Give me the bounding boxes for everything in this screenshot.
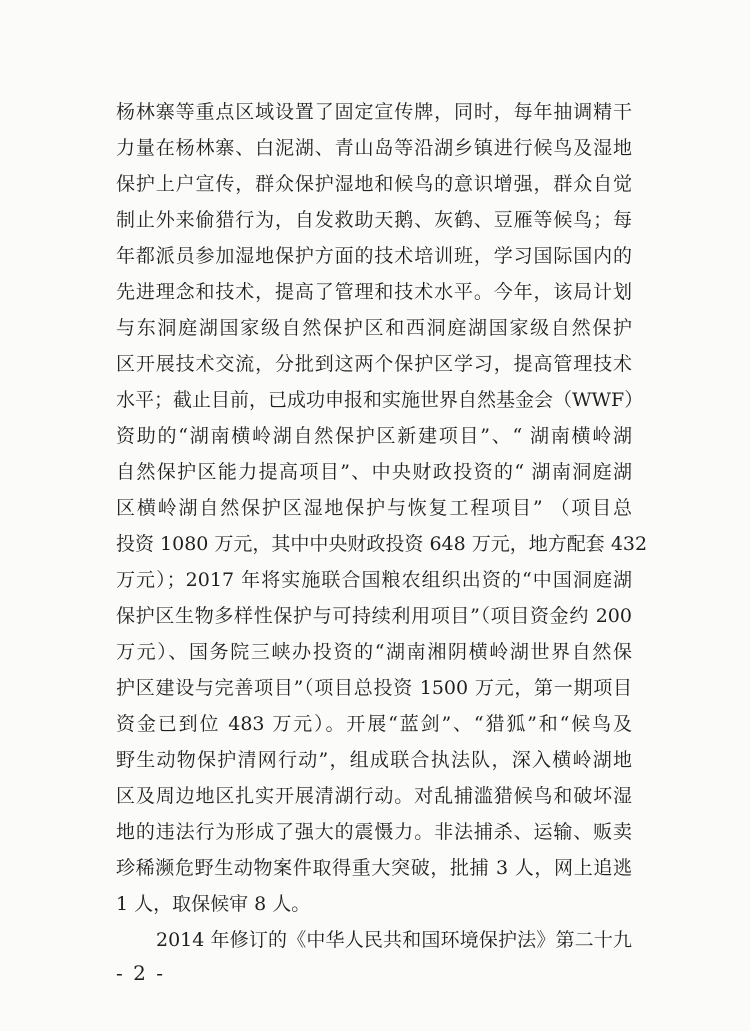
body-text-line-24: 2014 年修订的《中华人民共和国环境保护法》第二十九: [156, 929, 632, 951]
body-text-line-16: 万元）、国务院三峡办投资的“湖南湘阴横岭湖世界自然保: [116, 641, 632, 663]
page-number: - 2 -: [116, 961, 165, 985]
body-text-line-2: 力量在杨林寨、白泥湖、青山岛等沿湖乡镇进行候鸟及湿地: [116, 137, 632, 159]
body-text-line-11: 自然保护区能力提高项目”、中央财政投资的“ 湖南洞庭湖: [116, 461, 632, 483]
body-text-line-19: 野生动物保护清网行动”，组成联合执法队，深入横岭湖地: [116, 749, 632, 771]
body-text-line-15: 保护区生物多样性保护与可持续利用项目”（项目资金约 200: [116, 605, 632, 627]
body-text-line-23: 1 人，取保候审 8 人。: [116, 893, 311, 915]
body-text-line-12: 区横岭湖自然保护区湿地保护与恢复工程项目” （项目总: [116, 497, 632, 519]
body-text-line-18: 资金已到位 483 万元）。开展“蓝剑”、“猎狐”和“候鸟及: [116, 713, 632, 735]
body-text-line-17: 护区建设与完善项目”（项目总投资 1500 万元，第一期项目: [116, 677, 632, 699]
body-text-line-13: 投资 1080 万元，其中中央财政投资 648 万元，地方配套 432: [116, 533, 648, 555]
body-text-line-14: 万元）；2017 年将实施联合国粮农组织出资的“中国洞庭湖: [116, 569, 632, 591]
body-text-line-3: 保护上户宣传，群众保护湿地和候鸟的意识增强，群众自觉: [116, 173, 632, 195]
body-text-line-20: 区及周边地区扎实开展清湖行动。对乱捕滥猎候鸟和破坏湿: [116, 785, 632, 807]
body-text-line-10: 资助的“湖南横岭湖自然保护区新建项目”、“ 湖南横岭湖: [116, 425, 632, 447]
body-text-line-8: 区开展技术交流，分批到这两个保护区学习，提高管理技术: [116, 353, 632, 375]
body-text-line-21: 地的违法行为形成了强大的震慑力。非法捕杀、运输、贩卖: [116, 821, 632, 843]
body-text-line-9: 水平；截止目前，已成功申报和实施世界自然基金会（WWF）: [116, 389, 644, 411]
body-text-line-1: 杨林寨等重点区域设置了固定宣传牌，同时，每年抽调精干: [116, 101, 632, 123]
body-text-line-5: 年都派员参加湿地保护方面的技术培训班，学习国际国内的: [116, 245, 632, 267]
body-text-line-22: 珍稀濒危野生动物案件取得重大突破，批捕 3 人，网上追逃: [116, 857, 632, 879]
body-text-line-4: 制止外来偷猎行为，自发救助天鹅、灰鹤、豆雁等候鸟；每: [116, 209, 632, 231]
body-text-line-6: 先进理念和技术，提高了管理和技术水平。今年，该局计划: [116, 281, 632, 303]
body-text-line-7: 与东洞庭湖国家级自然保护区和西洞庭湖国家级自然保护: [116, 317, 632, 339]
